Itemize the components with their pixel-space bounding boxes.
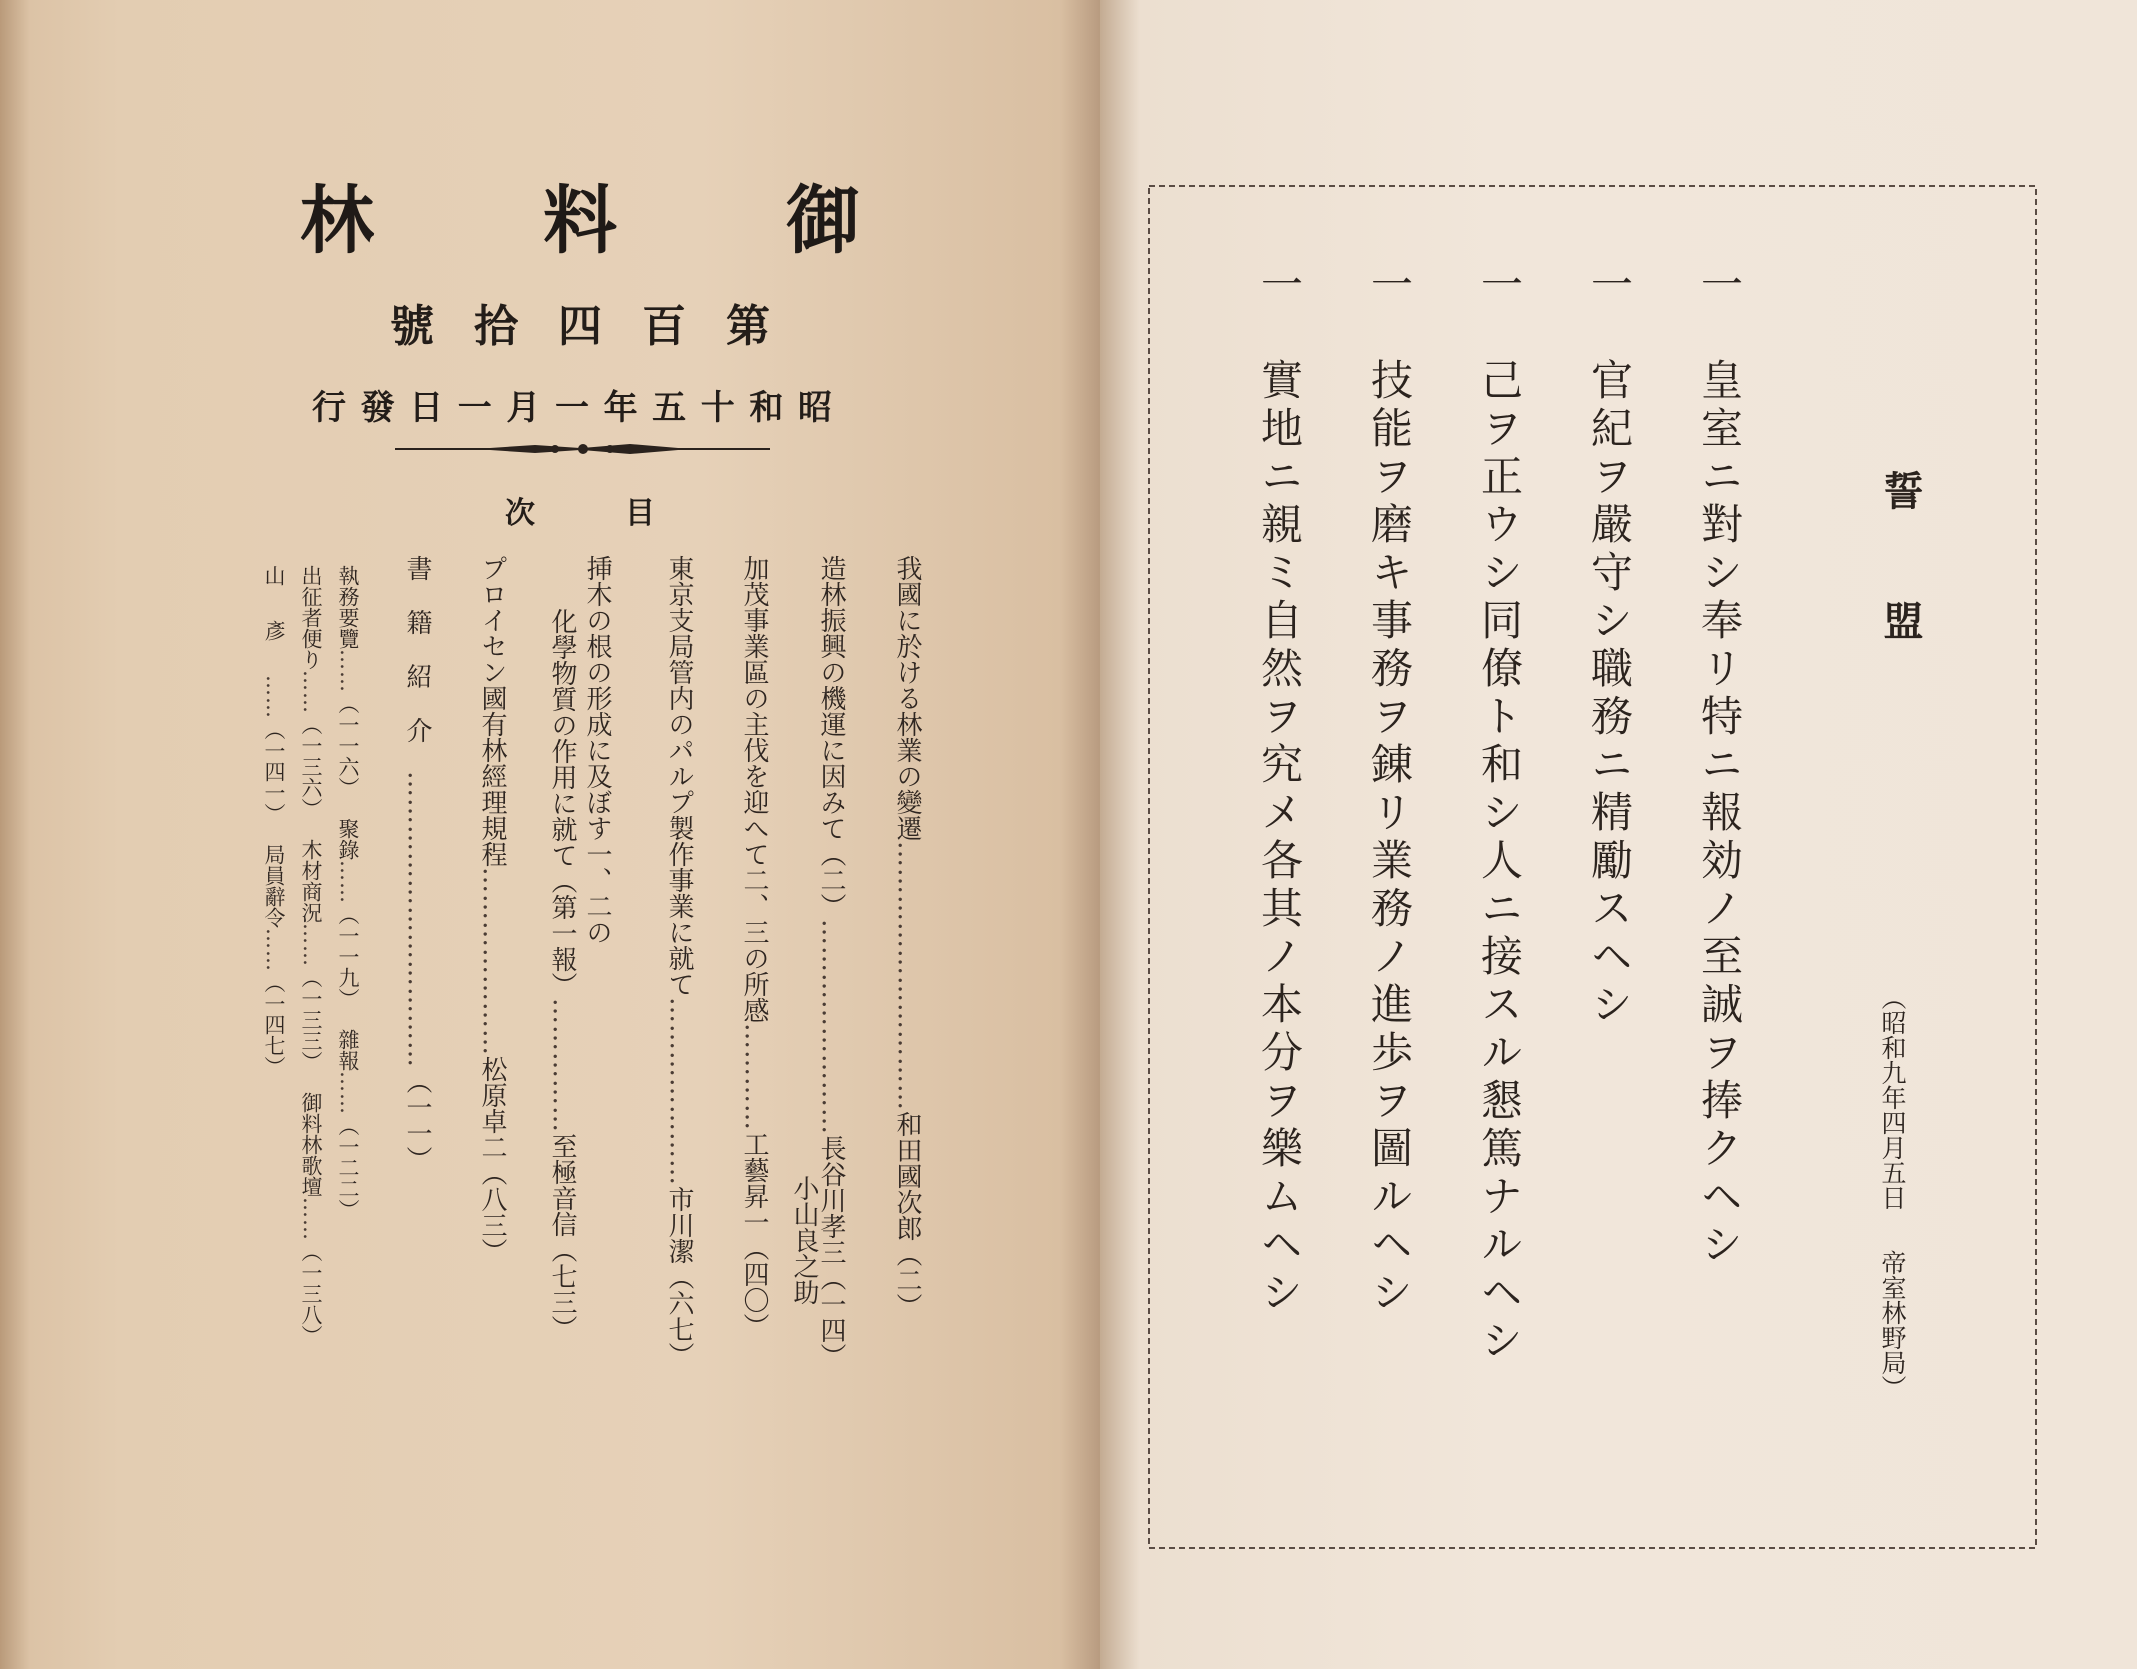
misc-row[interactable]	[263, 565, 285, 1077]
date-char: 和	[749, 388, 784, 428]
toc-title: 化學物質の作用に就て（第一報）	[547, 608, 577, 998]
misc-label: 山彥	[262, 565, 286, 675]
toc-leader: ……………………	[816, 919, 846, 1135]
date-char: 昭	[797, 388, 832, 428]
toc-entry[interactable]	[665, 555, 693, 1368]
toc-entry-continued[interactable]	[548, 608, 576, 1341]
issue-date	[312, 380, 832, 429]
toc-leader: …………………	[664, 997, 694, 1186]
toc-author: 長谷川孝三	[816, 1135, 846, 1265]
toc-author: 工藝昇一	[739, 1131, 769, 1235]
toc-page: （八三）	[477, 1160, 507, 1264]
toc-author: 至極音信	[547, 1133, 577, 1237]
oath-line: 一 技能ヲ磨キ事務ヲ錬リ業務ノ進歩ヲ圖ルヘシ	[1365, 262, 1414, 1318]
misc-page: （一三六）	[299, 714, 323, 819]
misc-page: （一四七）	[262, 972, 286, 1077]
misc-label: 出征者便り	[299, 565, 323, 670]
toc-author: 市川潔	[664, 1186, 694, 1264]
toc-title: 造林振興の機運に因みて（二）	[816, 555, 846, 919]
magazine-title	[300, 170, 860, 264]
issue-char: 號	[390, 301, 434, 352]
misc-label: 御料林歌壇	[299, 1092, 323, 1197]
issue-char: 百	[642, 301, 686, 352]
misc-row[interactable]	[337, 565, 359, 1220]
issue-number	[390, 290, 770, 354]
date-char: 日	[409, 388, 444, 428]
toc-page: （六七）	[664, 1264, 694, 1368]
toc-leader: ……	[299, 1197, 323, 1241]
toc-leader: …………………………	[892, 841, 922, 1111]
toc-page: （四〇）	[739, 1235, 769, 1339]
date-char: 年	[603, 388, 638, 428]
misc-page: （一三八）	[299, 1241, 323, 1346]
toc-leader: ……	[336, 649, 360, 693]
toc-leader: ……	[336, 860, 360, 904]
toc-entry[interactable]	[583, 555, 611, 945]
toc-entry[interactable]	[817, 555, 845, 1369]
toc-author-second	[790, 1175, 818, 1305]
toc-leader: ……………………………	[402, 771, 432, 1068]
toc-author: 小山良之助	[789, 1175, 819, 1305]
toc-page: （二）	[892, 1241, 922, 1319]
toc-leader: ……	[262, 675, 286, 719]
toc-title: 加茂事業區の主伐を迎へて二、三の所感	[739, 555, 769, 1023]
toc-leader: ……	[299, 670, 323, 714]
toc-heading	[505, 488, 655, 532]
toc-leader: ……	[299, 923, 323, 967]
toc-title: プロイセン國有林經理規程	[477, 555, 507, 867]
date-char: 一	[457, 388, 492, 428]
misc-label: 執務要覽	[336, 565, 360, 649]
toc-page: （一一）	[402, 1068, 432, 1172]
oath-date-text: （昭和九年四月五日	[1878, 985, 1907, 1210]
date-char: 行	[312, 388, 346, 428]
toc-page: （一四）	[816, 1265, 846, 1369]
issue-char: 第	[726, 301, 770, 352]
title-char: 御	[786, 178, 860, 264]
misc-page: （一四一）	[262, 719, 286, 824]
oath-line: 一 皇室ニ對シ奉リ特ニ報効ノ至誠ヲ捧クヘシ	[1695, 262, 1744, 1270]
toc-leader: …………………	[477, 867, 507, 1056]
issue-char: 四	[558, 301, 602, 352]
misc-label: 木材商況	[299, 839, 323, 923]
misc-row[interactable]	[300, 565, 322, 1346]
toc-leader: …………	[739, 1023, 769, 1131]
toc-heading-char: 次	[505, 496, 535, 531]
date-char: 五	[652, 388, 687, 428]
oath-issuer: 帝室林野局）	[1878, 1250, 1907, 1400]
oath-title: 誓盟	[1877, 470, 1924, 730]
toc-entry[interactable]	[893, 555, 921, 1460]
misc-page: （一三三）	[299, 967, 323, 1072]
title-char: 料	[543, 178, 617, 264]
oath-line: 一 己ヲ正ウシ同僚ト和シ人ニ接スル懇篤ナルヘシ	[1475, 262, 1524, 1366]
right-page	[1100, 0, 2137, 1669]
toc-page: （七三）	[547, 1237, 577, 1341]
date-char: 發	[360, 388, 395, 428]
toc-title: 我國に於ける林業の變遷	[892, 555, 922, 841]
date-char: 月	[506, 388, 541, 428]
toc-heading-char: 目	[625, 496, 655, 531]
oath-line: 一 實地ニ親ミ自然ヲ究メ各其ノ本分ヲ樂ムヘシ	[1255, 262, 1304, 1318]
misc-page: （一二二）	[336, 1115, 360, 1220]
toc-entry[interactable]	[403, 555, 431, 1172]
toc-title: 書籍紹介	[402, 555, 432, 771]
oath-line: 一 官紀ヲ嚴守シ職務ニ精勵スヘシ	[1585, 262, 1634, 1030]
toc-leader: ……	[336, 1071, 360, 1115]
toc-title: 挿木の根の形成に及ぼす一、二の	[582, 555, 612, 945]
oath-date	[1878, 985, 1906, 1400]
toc-leader: ……	[262, 928, 286, 972]
toc-entry[interactable]	[740, 555, 768, 1339]
ornamental-divider	[395, 437, 770, 461]
date-char: 一	[554, 388, 589, 428]
issue-char: 拾	[474, 301, 518, 352]
toc-leader: ……………	[547, 998, 577, 1133]
misc-label: 局員辭令	[262, 844, 286, 928]
toc-title: 東京支局管内のパルプ製作事業に就て	[664, 555, 694, 997]
misc-page: （一一六）	[336, 693, 360, 798]
toc-author: 和田國次郎	[892, 1111, 922, 1241]
date-char: 十	[700, 388, 735, 428]
toc-entry[interactable]	[478, 555, 506, 1264]
misc-label: 聚錄	[336, 818, 360, 860]
toc-author: 松原卓二	[477, 1056, 507, 1160]
title-char: 林	[300, 178, 374, 264]
misc-page: （一一九）	[336, 904, 360, 1009]
misc-label: 雜報	[336, 1029, 360, 1071]
